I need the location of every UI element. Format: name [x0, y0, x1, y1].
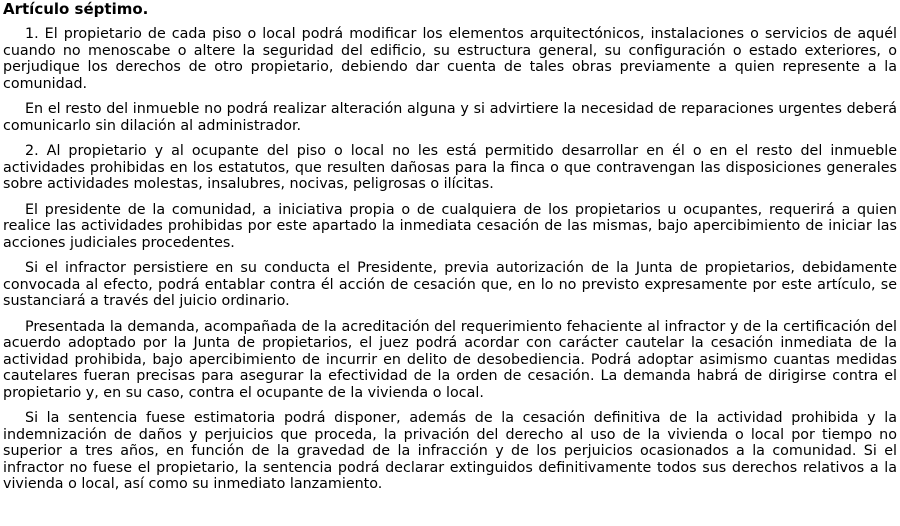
article-title: Artículo séptimo.	[3, 0, 149, 18]
paragraph-7: Si la sentencia fuese estimatoria podrá disponer, además de la cesación definitiva de la actividad prohibida y la indemnización de daños y perjuicios que proceda, la privación del derecho al uso de la vivienda o local por tiempo no superior a tres años, en función de la gravedad de la infracción y de los perjuicios ocasionados a la comunidad. Si el infractor no fuese el propietario, la sentencia podrá declarar extinguidos definitivamente todos sus derechos relativos a la vivienda o local, así como su inmediato lanzamiento.	[3, 410, 897, 492]
paragraph-1: 1. El propietario de cada piso o local podrá modificar los elementos arquitectónicos, instalaciones o servicios de aquél cuando no menoscabe o altere la seguridad del edificio, su estructura general, su configuración o estado exteriores, o perjudique los derechos de otro propietario, debiendo dar cuenta de tales obras previamente a quien represente a la comunidad.	[3, 26, 897, 92]
paragraph-4: El presidente de la comunidad, a iniciativa propia o de cualquiera de los propietarios u ocupantes, requerirá a quien realice las actividades prohibidas por este apartado la inmediata cesación de las mismas, bajo apercibimiento de iniciar las acciones judiciales procedentes.	[3, 201, 897, 251]
paragraph-3: 2. Al propietario y al ocupante del piso o local no les está permitido desarrollar en él o en el resto del inmueble actividades prohibidas en los estatutos, que resulten dañosas para la finca o que contravengan las disposiciones generales sobre actividades molestas, insalubres, nocivas, peligrosas o ilícitas.	[3, 143, 897, 192]
paragraph-6: Presentada la demanda, acompañada de la acreditación del requerimiento fehaciente al infractor y de la certificación del acuerdo adoptado por la Junta de propietarios, el juez podrá acordar con carácter cautelar la cesación inmediata de la actividad prohibida, bajo apercibimiento de incurrir en delito de desobediencia. Podrá adoptar asimismo cuantas medidas cautelares fueran precisas para asegurar la efectividad de la orden de cesación. La demanda habrá de dirigirse contra el propietario y, en su caso, contra el ocupante de la vivienda o local.	[3, 318, 897, 401]
paragraph-5: Si el infractor persistiere en su conducta el Presidente, previa autorización de la Junta de propietarios, debidamente convocada al efecto, podrá entablar contra él acción de cesación que, en lo no previsto expresamente por este artículo, se sustanciará a través del juicio ordinario.	[3, 260, 897, 309]
paragraph-2: En el resto del inmueble no podrá realizar alteración alguna y si advirtiere la necesidad de reparaciones urgentes deberá comunicarlo sin dilación al administrador.	[3, 101, 897, 134]
